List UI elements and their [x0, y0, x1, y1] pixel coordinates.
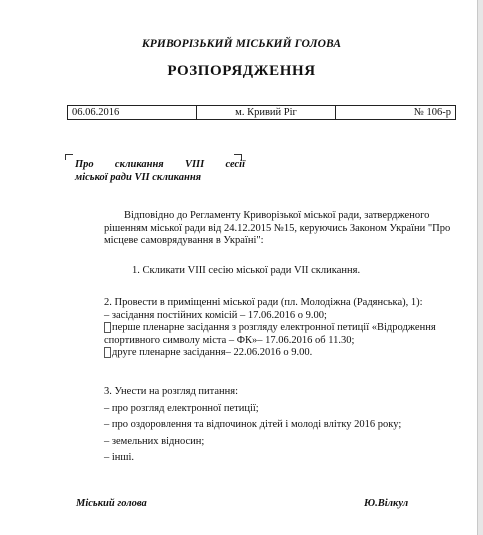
point-3	[104, 386, 464, 465]
signature-name: Ю.Вілкул	[364, 498, 409, 509]
point-2-item-b-line-2: спортивного символу міста – ФК»– 17.06.2016 об 11.30;	[104, 334, 355, 346]
document-date: 06.06.2016	[68, 106, 197, 120]
point-2-item-a: – засідання постійних комісій – 17.06.2016 о 9.00;	[104, 309, 327, 321]
point-3-item: – інші.	[104, 452, 135, 463]
intro-line-2: рішенням міської ради від 24.12.2015 №15, керуючись Законом України "Про	[104, 222, 451, 234]
point-3-item: – про оздоровлення та відпочинок дітей і молоді влітку 2016 року;	[104, 419, 402, 430]
subject-line-1: Про скликання VIII сесії	[75, 159, 245, 170]
point-3-title: 3. Унести на розгляд питання:	[104, 386, 239, 397]
point-2-item-b-line-1	[104, 322, 464, 335]
intro-line-3: місцеве самоврядування в Україні":	[104, 235, 264, 246]
point-3-item: – земельних відносин;	[104, 435, 205, 447]
document-meta-table	[67, 105, 456, 120]
intro-paragraph	[104, 210, 460, 248]
text-marker-icon	[104, 322, 111, 333]
document-subject	[75, 158, 245, 184]
point-1: 1. Скликати VIII сесію міської ради VII скликання.	[132, 265, 361, 276]
point-2-item-c-text: друге пленарне засідання– 22.06.2016 о 9.00.	[112, 347, 313, 358]
point-2	[104, 297, 464, 360]
signature-position: Міський голова	[76, 498, 147, 509]
subject-bracket-left	[65, 154, 73, 160]
document-type-title: РОЗПОРЯДЖЕННЯ	[167, 63, 316, 79]
page-shadow	[478, 0, 483, 535]
point-3-item: – про розгляд електронної петиції;	[104, 402, 259, 414]
document-city: м. Кривий Ріг	[197, 106, 336, 120]
point-2-title: 2. Провести в приміщенні міської ради (пл. Молодіжна (Радянська), 1):	[104, 297, 423, 308]
point-2-item-b-text: перше пленарне засідання з розгляду електронної петиції «Відродження	[112, 322, 436, 333]
point-2-item-c	[104, 347, 464, 360]
subject-line-2: міської ради VII скликання	[75, 172, 202, 183]
document-number: № 106-р	[336, 106, 456, 120]
text-marker-icon	[104, 347, 111, 358]
intro-line-1: Відповідно до Регламенту Криворізької міської ради, затвердженого	[124, 210, 430, 221]
organization-title: КРИВОРІЗЬКИЙ МІСЬКИЙ ГОЛОВА	[141, 38, 342, 50]
